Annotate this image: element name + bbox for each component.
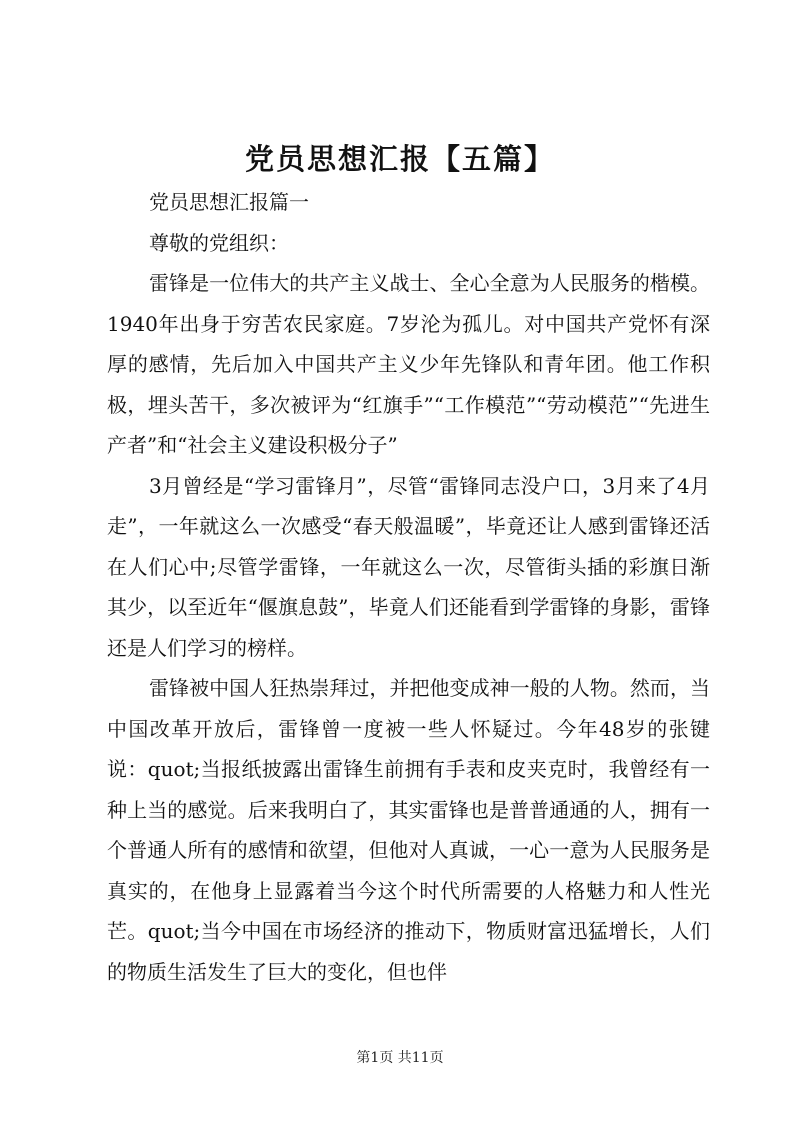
document-title: 党员思想汇报【五篇】 <box>244 142 555 176</box>
document-body <box>107 182 710 992</box>
paragraph-3: 雷锋被中国人狂热崇拜过，并把他变成神一般的人物。然而，当中国改革开放后，雷锋曾一度被一些人怀疑过。今年48岁的张键说：quot;当报纸披露出雷锋生前拥有手表和皮夹克时，我曾经有一种上当的感觉。后来我明白了，其实雷锋也是普普通通的人，拥有一个普通人所有的感情和欲望，但他对人真诚，一心一意为人民服务是真实的，在他身上显露着当今这个时代所需要的人格魅力和人性光芒。quot;当今中国在市场经济的推动下，物质财富迅猛增长，人们的物质生活发生了巨大的变化，但也伴 <box>107 676 710 984</box>
page-footer: 第1页 共11页 <box>356 1050 444 1066</box>
section-heading: 党员思想汇报篇一 <box>149 190 309 214</box>
paragraph-1: 雷锋是一位伟大的共产主义战士、全心全意为人民服务的楷模。1940年出身于穷苦农民家庭。7岁沦为孤儿。对中国共产党怀有深厚的感情，先后加入中国共产主义少年先锋队和青年团。他工作积极，埋头苦干，多次被评为“红旗手”“工作模范”“劳动模范”“先进生产者”和“社会主义建设积极分子” <box>107 271 710 457</box>
paragraph-2: 3月曾经是“学习雷锋月”，尽管“雷锋同志没户口，3月来了4月走”，一年就这么一次感受“春天般温暖”，毕竟还让人感到雷锋还活在人们心中;尽管学雷锋，一年就这么一次，尽管街头插的彩旗日渐其少，以至近年“偃旗息鼓”，毕竟人们还能看到学雷锋的身影，雷锋还是人们学习的榜样。 <box>107 473 710 660</box>
salutation: 尊敬的党组织： <box>149 230 289 255</box>
